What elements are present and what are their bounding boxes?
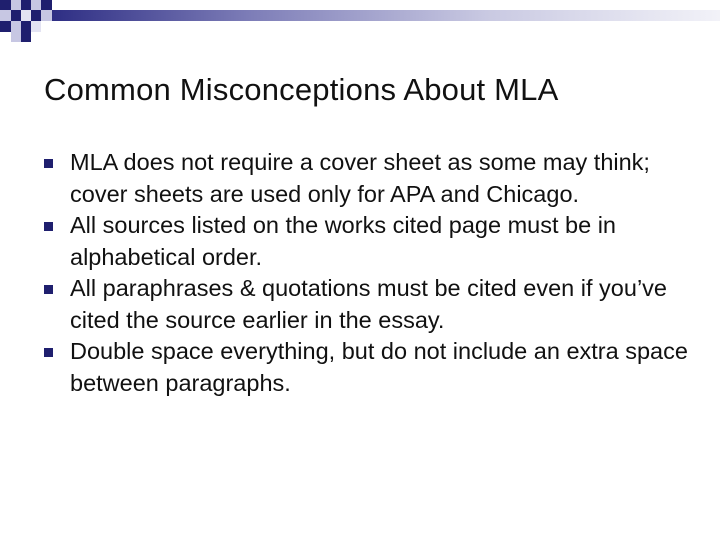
deco-square	[0, 21, 11, 32]
bullet-text: MLA does not require a cover sheet as some may think; cover sheets are used only for APA and Chicago.	[70, 149, 650, 207]
deco-square	[11, 21, 21, 32]
header-decoration	[0, 0, 720, 45]
deco-square	[11, 32, 21, 42]
bullet-text: All paraphrases & quotations must be cited even if you’ve cited the source earlier in the essay.	[70, 275, 667, 333]
deco-square	[41, 0, 52, 10]
square-bullet-icon	[44, 159, 53, 168]
deco-square	[21, 21, 31, 32]
deco-square	[11, 10, 21, 21]
deco-square	[41, 10, 52, 21]
deco-square	[31, 10, 41, 21]
header-gradient-bar	[52, 10, 720, 21]
square-bullet-icon	[44, 348, 53, 357]
deco-square	[11, 0, 21, 10]
slide-title: Common Misconceptions About MLA	[44, 72, 559, 107]
deco-square	[31, 21, 41, 32]
bullet-text: All sources listed on the works cited page must be in alphabetical order.	[70, 212, 616, 270]
bullet-item	[44, 210, 694, 273]
deco-square	[0, 10, 11, 21]
deco-square	[21, 32, 31, 42]
square-bullet-icon	[44, 285, 53, 294]
deco-square	[21, 10, 31, 21]
deco-square	[0, 0, 11, 10]
deco-square	[21, 0, 31, 10]
bullet-item	[44, 273, 694, 336]
bullet-list	[44, 147, 694, 399]
bullet-text: Double space everything, but do not include an extra space between paragraphs.	[70, 338, 688, 396]
deco-square	[31, 0, 41, 10]
bullet-item	[44, 336, 694, 399]
bullet-item	[44, 147, 694, 210]
square-bullet-icon	[44, 222, 53, 231]
